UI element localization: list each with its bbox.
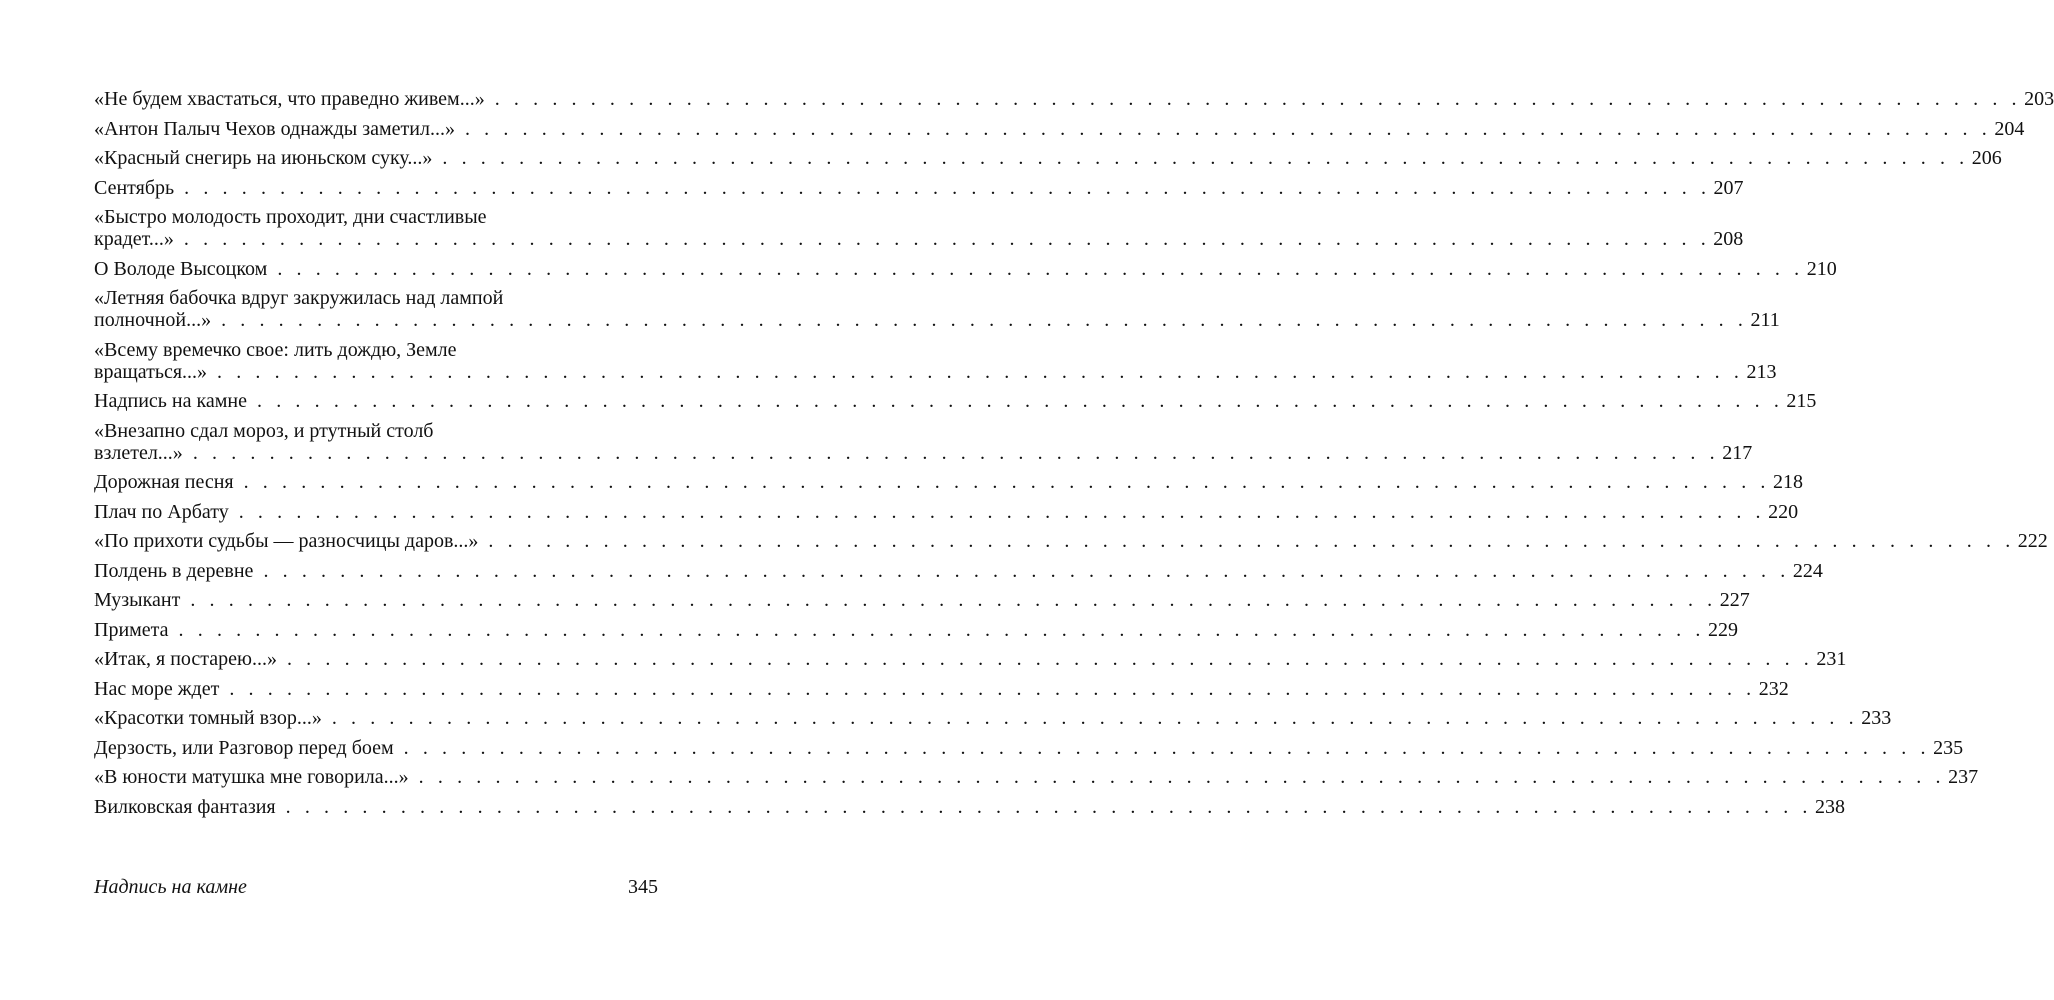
dot-leader: . . . . . . . . . . . . . . . . . . . . . . . . . . . . . . . . . . . . . . . . . . . . . . . . . . . . . . . . . . . . . . . . . . . . . . . . . . . . . . . . (190, 589, 1717, 611)
toc-entry-title: «Всему времечко свое: лить дождю, Земле (94, 338, 457, 361)
dot-leader: . . . . . . . . . . . . . . . . . . . . . . . . . . . . . . . . . . . . . . . . . . . . . . . . . . . . . . . . . . . . . . . . . . . . . . . . . . . . . . . . (488, 530, 2015, 552)
toc-page-number: 210 (1806, 257, 1837, 280)
toc-entry-title: вращаться...» (94, 360, 208, 383)
dot-leader: . . . . . . . . . . . . . . . . . . . . . . . . . . . . . . . . . . . . . . . . . . . . . . . . . . . . . . . . . . . . . . . . . . . . . . . . . . . . . . . . (494, 88, 2022, 110)
toc-page-number: 233 (1861, 707, 1892, 729)
toc-entry-title: «Быстро молодость проходит, дни счастливые (94, 206, 487, 228)
toc-page-number: 208 (1713, 228, 1744, 250)
dot-leader: . . . . . . . . . . . . . . . . . . . . . . . . . . . . . . . . . . . . . . . . . . . . . . . . . . . . . . . . . . . . . . . . . . . . . . . . . . . . . . . . (221, 309, 1748, 331)
toc-entry (94, 559, 1823, 582)
toc-entry-title: Надпись на камне (94, 390, 248, 412)
toc-entry-title: полночной...» (94, 309, 212, 331)
toc-entry-title: Музыкант (94, 589, 181, 611)
page-number: 345 (628, 876, 658, 898)
toc-entry (94, 117, 2025, 140)
toc-entry (94, 206, 1744, 250)
toc-entry-title: «Красный снегирь на июньском суку...» (94, 147, 433, 169)
toc-entry (94, 766, 1979, 788)
table-of-contents (94, 88, 2054, 825)
toc-entry-title: Дорожная песня (94, 471, 234, 493)
toc-page-number: 237 (1948, 766, 1979, 788)
toc-page-number: 211 (1750, 309, 1780, 331)
dot-leader: . . . . . . . . . . . . . . . . . . . . . . . . . . . . . . . . . . . . . . . . . . . . . . . . . . . . . . . . . . . . . . . . . . . . . . . . . . . . . . . . (442, 147, 1969, 169)
toc-entry-title: Сентябрь (94, 176, 175, 199)
toc-entry (94, 88, 2054, 110)
toc-entry (94, 500, 1799, 523)
dot-leader: . . . . . . . . . . . . . . . . . . . . . . . . . . . . . . . . . . . . . . . . . . . . . . . . . . . . . . . . . . . . . . . . . . . . . . . . . . . . . . . . (331, 707, 1859, 729)
page-footer (94, 876, 658, 899)
toc-entry-title: «Не будем хвастаться, что праведно живем...» (94, 88, 485, 110)
toc-page-number: 227 (1719, 589, 1750, 611)
toc-page-number: 235 (1933, 736, 1964, 759)
toc-entry-title: Плач по Арбату (94, 500, 229, 523)
dot-leader: . . . . . . . . . . . . . . . . . . . . . . . . . . . . . . . . . . . . . . . . . . . . . . . . . . . . . . . . . . . . . . . . . . . . . . . . . . . . . . . . (286, 648, 1814, 670)
toc-page-number: 207 (1713, 176, 1744, 199)
toc-entry (94, 471, 1804, 493)
toc-entry (94, 618, 1738, 641)
toc-page-number: 213 (1746, 360, 1777, 383)
toc-entry (94, 176, 1744, 199)
toc-page-number: 215 (1786, 390, 1817, 412)
toc-page-number: 231 (1816, 648, 1847, 670)
dot-leader: . . . . . . . . . . . . . . . . . . . . . . . . . . . . . . . . . . . . . . . . . . . . . . . . . . . . . . . . . . . . . . . . . . . . . . . . . . . . . . . . (217, 360, 1744, 383)
toc-page-number: 238 (1815, 795, 1846, 818)
toc-entry-title: «В юности матушка мне говорила...» (94, 766, 409, 788)
toc-entry (94, 147, 2002, 169)
toc-entry (94, 589, 1750, 611)
toc-entry (94, 736, 1964, 759)
toc-entry (94, 338, 1777, 383)
toc-page-number: 232 (1758, 677, 1789, 700)
toc-entry (94, 390, 1817, 412)
toc-entry-title: Примета (94, 618, 169, 641)
toc-page-number: 229 (1707, 618, 1738, 641)
dot-leader: . . . . . . . . . . . . . . . . . . . . . . . . . . . . . . . . . . . . . . . . . . . . . . . . . . . . . . . . . . . . . . . . . . . . . . . . . . . . . . . . (178, 618, 1705, 641)
dot-leader: . . . . . . . . . . . . . . . . . . . . . . . . . . . . . . . . . . . . . . . . . . . . . . . . . . . . . . . . . . . . . . . . . . . . . . . . . . . . . . . . (257, 390, 1784, 412)
toc-page-number: 222 (2017, 530, 2048, 552)
toc-entry (94, 419, 1753, 464)
dot-leader: . . . . . . . . . . . . . . . . . . . . . . . . . . . . . . . . . . . . . . . . . . . . . . . . . . . . . . . . . . . . . . . . . . . . . . . . . . . . . . . . (403, 736, 1931, 759)
dot-leader: . . . . . . . . . . . . . . . . . . . . . . . . . . . . . . . . . . . . . . . . . . . . . . . . . . . . . . . . . . . . . . . . . . . . . . . . . . . . . . . . (229, 677, 1756, 700)
dot-leader: . . . . . . . . . . . . . . . . . . . . . . . . . . . . . . . . . . . . . . . . . . . . . . . . . . . . . . . . . . . . . . . . . . . . . . . . . . . . . . . . (277, 257, 1804, 280)
dot-leader: . . . . . . . . . . . . . . . . . . . . . . . . . . . . . . . . . . . . . . . . . . . . . . . . . . . . . . . . . . . . . . . . . . . . . . . . . . . . . . . . (418, 766, 1946, 788)
dot-leader: . . . . . . . . . . . . . . . . . . . . . . . . . . . . . . . . . . . . . . . . . . . . . . . . . . . . . . . . . . . . . . . . . . . . . . . . . . . . . . . . (238, 500, 1766, 523)
toc-page-number: 203 (2024, 88, 2054, 110)
toc-entry (94, 677, 1789, 700)
toc-entry-title: О Володе Высоцком (94, 257, 268, 280)
toc-entry-title: «Итак, я постарею...» (94, 648, 277, 670)
running-title: Надпись на камне (94, 876, 247, 898)
toc-entry-title: «По прихоти судьбы — разносчицы даров...» (94, 530, 479, 552)
toc-entry-title: «Внезапно сдал мороз, и ртутный столб (94, 419, 434, 442)
toc-entry-title: «Антон Палыч Чехов однажды заметил...» (94, 117, 455, 140)
dot-leader: . . . . . . . . . . . . . . . . . . . . . . . . . . . . . . . . . . . . . . . . . . . . . . . . . . . . . . . . . . . . . . . . . . . . . . . . . . . . . . . . (285, 795, 1813, 818)
toc-entry (94, 257, 1837, 280)
toc-entry (94, 707, 1892, 729)
toc-entry (94, 530, 2048, 552)
toc-page-number: 220 (1768, 500, 1799, 523)
dot-leader: . . . . . . . . . . . . . . . . . . . . . . . . . . . . . . . . . . . . . . . . . . . . . . . . . . . . . . . . . . . . . . . . . . . . . . . . . . . . . . . . (263, 559, 1790, 582)
toc-entry-title: Нас море ждет (94, 677, 220, 700)
toc-entry-title: «Красотки томный взор...» (94, 707, 322, 729)
toc-entry-title: взлетел...» (94, 441, 183, 464)
toc-entry-title: крадет...» (94, 228, 174, 250)
toc-entry-title: Вилковская фантазия (94, 795, 276, 818)
dot-leader: . . . . . . . . . . . . . . . . . . . . . . . . . . . . . . . . . . . . . . . . . . . . . . . . . . . . . . . . . . . . . . . . . . . . . . . . . . . . . . . . (184, 176, 1711, 199)
toc-entry-title: «Летняя бабочка вдруг закружилась над лампой (94, 287, 504, 309)
toc-entry (94, 648, 1847, 670)
toc-page-number: 217 (1722, 441, 1753, 464)
dot-leader: . . . . . . . . . . . . . . . . . . . . . . . . . . . . . . . . . . . . . . . . . . . . . . . . . . . . . . . . . . . . . . . . . . . . . . . . . . . . . . . . (243, 471, 1771, 493)
toc-entry-title: Дерзость, или Разговор перед боем (94, 736, 394, 759)
toc-page-number: 218 (1773, 471, 1804, 493)
toc-page-number: 224 (1792, 559, 1823, 582)
toc-entry (94, 287, 1780, 331)
dot-leader: . . . . . . . . . . . . . . . . . . . . . . . . . . . . . . . . . . . . . . . . . . . . . . . . . . . . . . . . . . . . . . . . . . . . . . . . . . . . . . . . (183, 228, 1711, 250)
toc-entry-title: Полдень в деревне (94, 559, 254, 582)
toc-page-number: 204 (1994, 117, 2025, 140)
toc-entry (94, 795, 1846, 818)
toc-page-number: 206 (1971, 147, 2002, 169)
dot-leader: . . . . . . . . . . . . . . . . . . . . . . . . . . . . . . . . . . . . . . . . . . . . . . . . . . . . . . . . . . . . . . . . . . . . . . . . . . . . . . . . (464, 117, 1992, 140)
dot-leader: . . . . . . . . . . . . . . . . . . . . . . . . . . . . . . . . . . . . . . . . . . . . . . . . . . . . . . . . . . . . . . . . . . . . . . . . . . . . . . . . (192, 441, 1720, 464)
